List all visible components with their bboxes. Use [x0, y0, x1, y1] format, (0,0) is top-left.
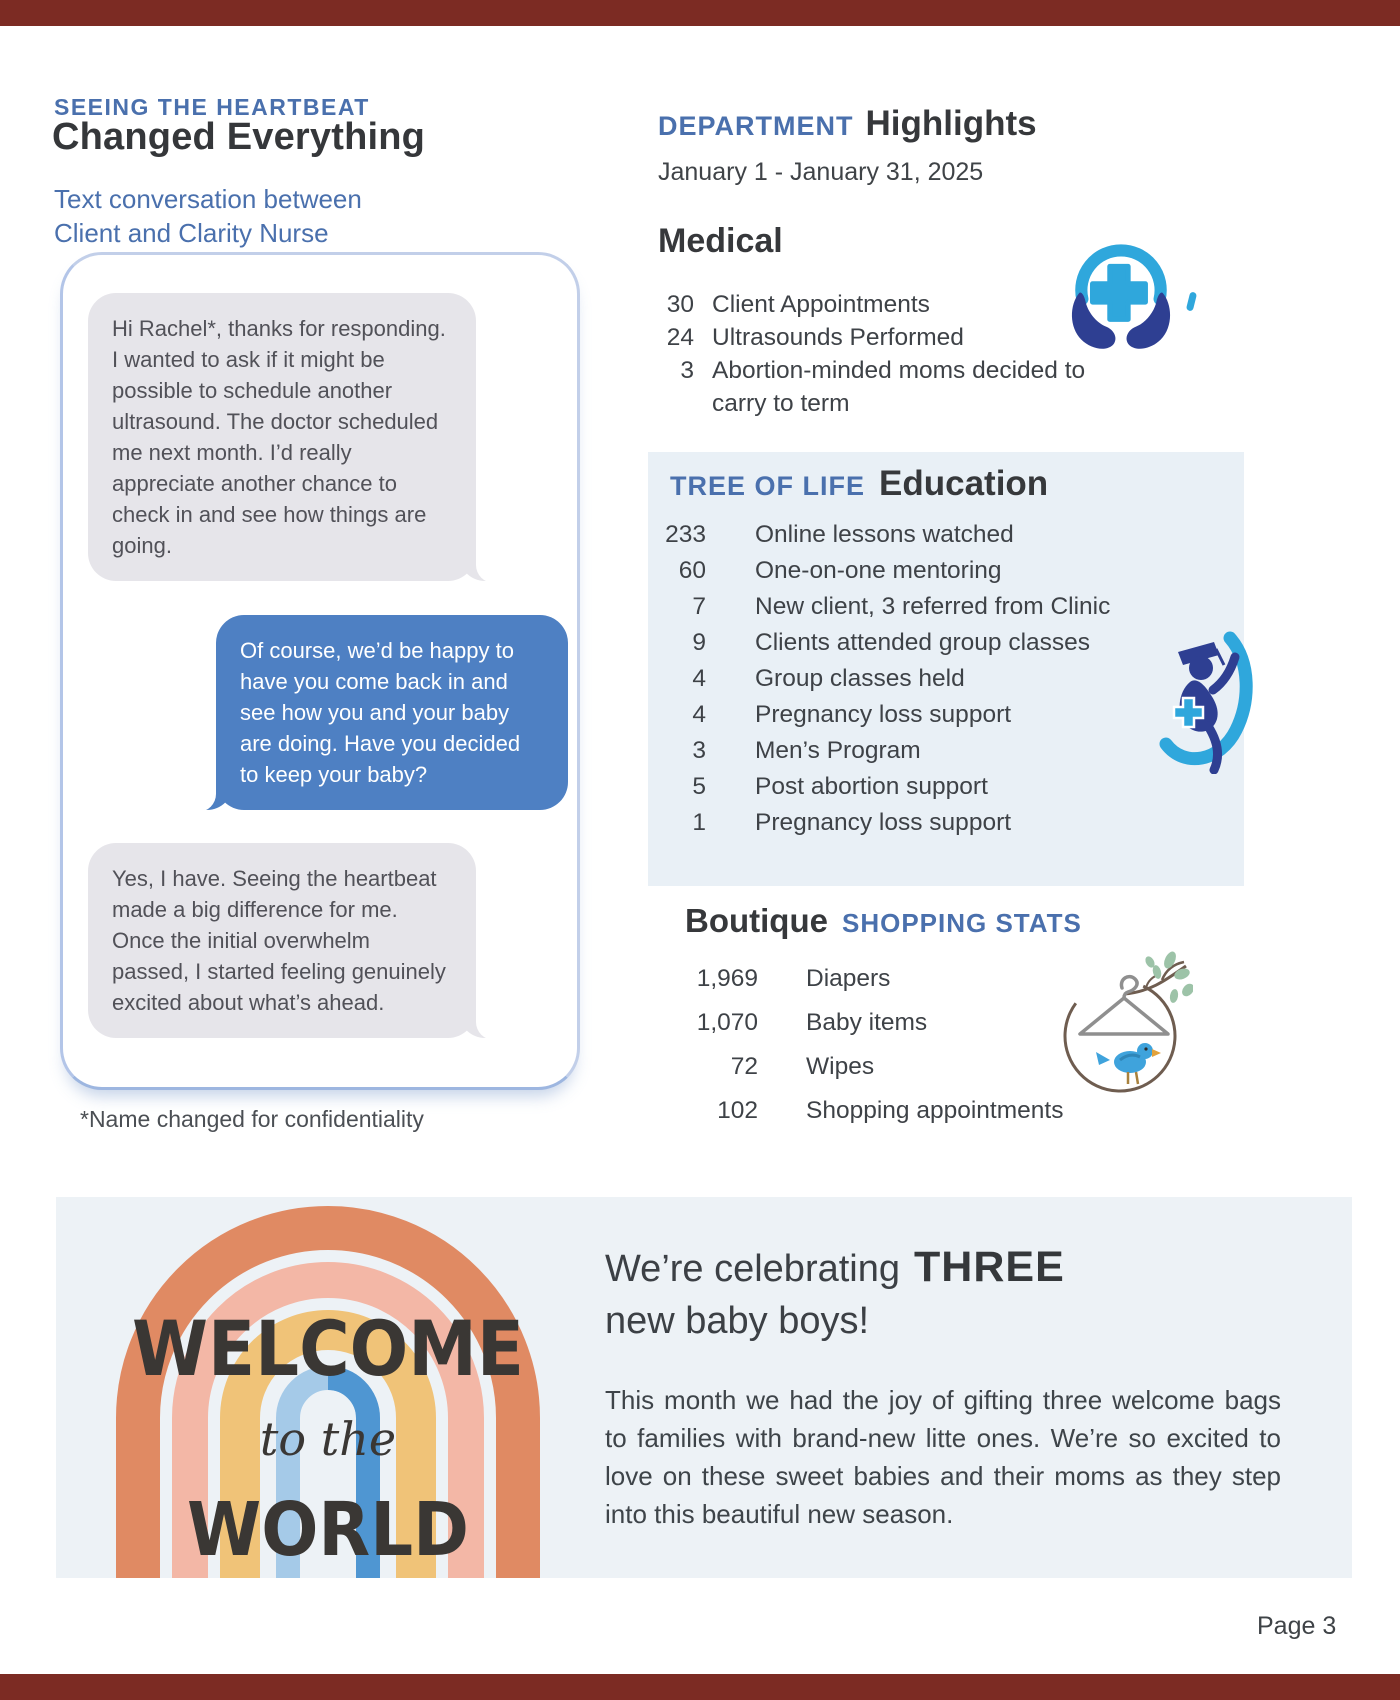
stat-label: New client, 3 referred from Clinic: [755, 593, 1111, 620]
table-row: [658, 1094, 1063, 1127]
stat-value: 4: [692, 701, 706, 728]
stat-label: Online lessons watched: [755, 521, 1014, 548]
department-eyebrow: DEPARTMENT: [658, 111, 854, 141]
story-subtitle-line1: Text conversation between: [54, 184, 362, 214]
table-row: [658, 962, 1063, 995]
story-eyebrow: SEEING THE HEARTBEAT: [54, 94, 370, 120]
stat-value: 30: [666, 291, 694, 318]
boutique-title: Boutique: [685, 902, 828, 939]
stat-label: Pregnancy loss support: [755, 809, 1012, 836]
stat-label: Group classes held: [755, 665, 965, 692]
stat-label: Pregnancy loss support: [755, 701, 1012, 728]
stat-label: Clients attended group classes: [755, 629, 1091, 656]
education-eyebrow: TREE OF LIFE: [670, 471, 866, 501]
top-accent-bar: [0, 0, 1400, 26]
stat-value: 24: [666, 324, 694, 351]
rainbow-word-to-the: to the: [259, 1412, 397, 1466]
stat-value: 102: [717, 1097, 758, 1124]
stat-label: Ultrasounds Performed: [712, 324, 964, 351]
stat-value: 7: [692, 593, 706, 620]
stat-label: Baby items: [806, 1009, 928, 1036]
stat-value: 3: [680, 357, 694, 384]
stat-label: Abortion-minded moms decided to carry to term: [712, 357, 1086, 417]
medical-section-title: Medical: [658, 222, 783, 260]
stat-label: Shopping appointments: [806, 1097, 1064, 1124]
stat-label: Diapers: [806, 965, 891, 992]
stat-label: Men’s Program: [755, 737, 921, 764]
chat-bubble-nurse: Of course, we’d be happy to have you come back in and see how you and your baby are doing. Have you decided to keep your baby?: [216, 615, 568, 810]
stat-label: One-on-one mentoring: [755, 557, 1002, 584]
date-range: January 1 - January 31, 2025: [658, 158, 984, 186]
stat-label: Wipes: [806, 1053, 875, 1080]
celebration-heading: [605, 1241, 1065, 1347]
stat-value: 4: [692, 665, 706, 692]
table-row: [648, 554, 1110, 590]
graduate-figure-icon: [1156, 622, 1256, 774]
medical-stats: [658, 288, 1128, 420]
story-title: Changed Everything: [52, 116, 426, 158]
celebration-panel: [56, 1197, 1352, 1578]
page-number: Page 3: [1257, 1612, 1337, 1640]
table-row: [648, 806, 1110, 842]
celebration-heading-prefix: We’re celebrating: [605, 1248, 901, 1290]
stat-value: 3: [692, 737, 706, 764]
table-row: [658, 321, 1128, 354]
chat-bubble-client-2: Yes, I have. Seeing the heartbeat made a big difference for me. Once the initial overwhelm passed, I started feeling genuinely excited about what’s ahead.: [88, 843, 476, 1038]
hanger-bird-wreath-icon: [1058, 950, 1193, 1098]
table-row: [648, 662, 1110, 698]
stat-value: 72: [730, 1053, 758, 1080]
stat-value: 60: [678, 557, 706, 584]
stat-value: 233: [665, 521, 706, 548]
education-header: [670, 464, 1048, 504]
boutique-stats: [658, 962, 1063, 1138]
stat-value: 1,969: [696, 965, 758, 992]
table-row: [648, 626, 1110, 662]
celebration-heading-line2: new baby boys!: [605, 1300, 870, 1342]
rainbow-word-welcome: WELCOME: [132, 1304, 524, 1393]
celebration-heading-emphasis: THREE: [914, 1243, 1065, 1291]
celebration-heading-line1: [605, 1241, 1065, 1295]
table-row: [658, 1006, 1063, 1039]
rainbow-word-world: WORLD: [187, 1487, 469, 1573]
table-row: [648, 518, 1110, 554]
bottom-accent-bar: [0, 1674, 1400, 1700]
chat-bubble-client-1: Hi Rachel*, thanks for responding. I wanted to ask if it might be possible to schedule another ultrasound. The doctor scheduled me next month. I’d really appreciate another chance to check in and see how things are going.: [88, 293, 476, 581]
table-row: [648, 734, 1110, 770]
medical-cross-in-hands-icon: [1062, 238, 1180, 360]
stat-label: Post abortion support: [755, 773, 988, 800]
boutique-eyebrow: SHOPPING STATS: [841, 908, 1082, 938]
stat-value: 5: [692, 773, 706, 800]
table-row: [658, 288, 1128, 321]
education-stats: [648, 518, 1110, 842]
department-highlights-header: [658, 104, 1037, 144]
table-row: [648, 770, 1110, 806]
story-subtitle: [54, 182, 362, 250]
stat-value: 9: [692, 629, 706, 656]
stat-value: 1,070: [696, 1009, 758, 1036]
welcome-to-the-world-rainbow-illustration: [108, 1203, 548, 1578]
table-row: [648, 698, 1110, 734]
stat-value: 1: [692, 809, 706, 836]
story-subtitle-line2: Client and Clarity Nurse: [54, 218, 329, 248]
education-title: Education: [879, 464, 1049, 503]
highlights-title: Highlights: [865, 104, 1037, 143]
education-panel: [648, 452, 1244, 886]
table-row: [658, 354, 1128, 420]
table-row: [648, 590, 1110, 626]
chat-conversation-card: [60, 252, 580, 1090]
stat-label: Client Appointments: [712, 291, 930, 318]
celebration-body-text: This month we had the joy of gifting three welcome bags to families with brand-new litte ones. We’re so excited to love on these sweet babies and their moms as they step into this beautiful new season.: [605, 1385, 1281, 1529]
decorative-mark: [1186, 291, 1197, 311]
table-row: [658, 1050, 1063, 1083]
confidentiality-footnote: *Name changed for confidentiality: [80, 1106, 424, 1132]
boutique-header: [685, 902, 1082, 940]
